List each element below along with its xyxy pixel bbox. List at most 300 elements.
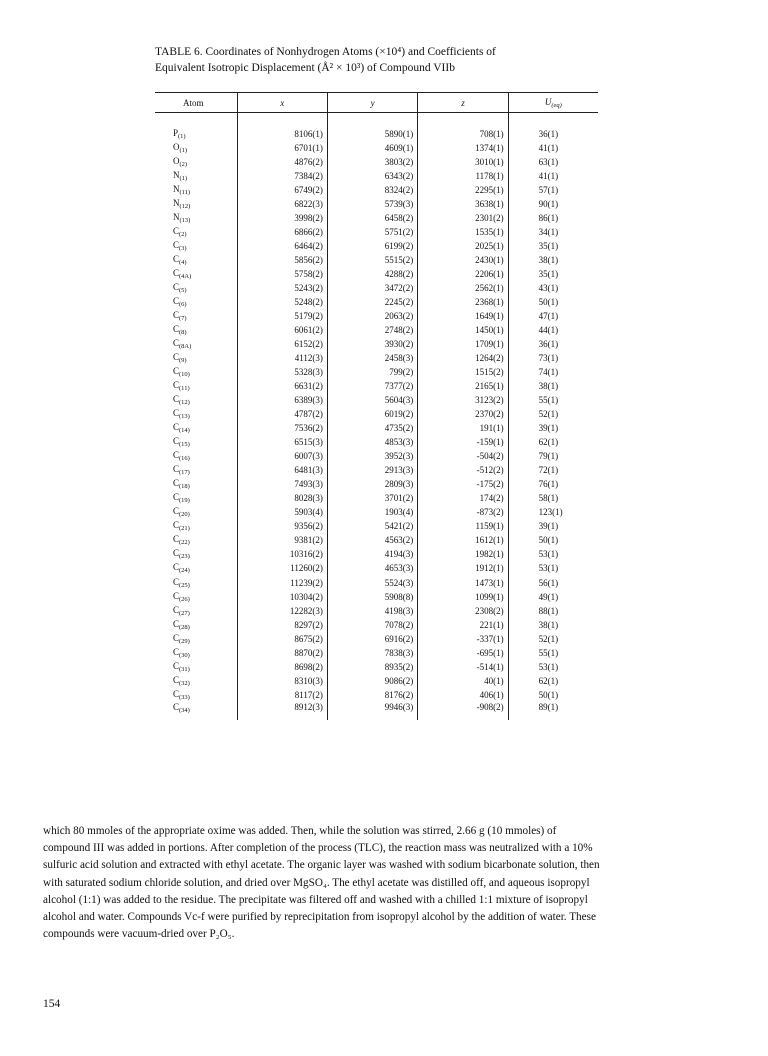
- y-cell: 5515(2): [327, 253, 417, 267]
- y-cell: 2748(2): [327, 323, 417, 337]
- atom-cell: [155, 379, 237, 393]
- table-row: [155, 505, 598, 519]
- atom-index: (13): [179, 216, 191, 224]
- z-cell: 1264(2): [418, 351, 508, 365]
- header-ueq-label: U: [544, 96, 552, 107]
- ueq-cell: 35(1): [508, 267, 598, 281]
- atom-index: (12): [179, 202, 191, 210]
- table-row: [155, 519, 598, 533]
- z-cell: -337(1): [418, 632, 508, 646]
- x-cell: 5243(2): [237, 281, 327, 295]
- atom-cell: [155, 239, 237, 253]
- header-x: [237, 93, 327, 113]
- ueq-cell: 53(1): [508, 561, 598, 575]
- table-body: [155, 113, 598, 720]
- x-cell: 6631(2): [237, 379, 327, 393]
- atom-cell: [155, 688, 237, 702]
- table-row: [155, 632, 598, 646]
- atom-cell: [155, 365, 237, 379]
- y-cell: 5751(2): [327, 225, 417, 239]
- atom-symbol: C: [173, 618, 180, 629]
- atom-cell: [155, 646, 237, 660]
- table-row: [155, 477, 598, 491]
- atom-index: (10): [179, 371, 190, 379]
- atom-index: (14): [179, 427, 190, 435]
- atom-symbol: C: [173, 225, 180, 236]
- atom-cell: [155, 435, 237, 449]
- ueq-cell: 58(1): [508, 491, 598, 505]
- atom-symbol: C: [173, 323, 180, 334]
- ueq-cell: 41(1): [508, 141, 598, 155]
- coordinates-table: [155, 92, 598, 720]
- atom-index: (4): [179, 258, 187, 266]
- x-cell: 11239(2): [237, 576, 327, 590]
- table-row: [155, 660, 598, 674]
- atom-symbol: N: [173, 211, 180, 222]
- atom-symbol: C: [173, 674, 180, 685]
- table-row: [155, 351, 598, 365]
- atom-index: (8A): [179, 342, 192, 350]
- atom-index: (7): [179, 314, 187, 322]
- x-cell: 8912(3): [237, 702, 327, 720]
- y-cell: 5890(1): [327, 127, 417, 141]
- atom-cell: [155, 674, 237, 688]
- z-cell: -159(1): [418, 435, 508, 449]
- atom-symbol: N: [173, 169, 180, 180]
- y-cell: 6199(2): [327, 239, 417, 253]
- ueq-cell: 63(1): [508, 155, 598, 169]
- atom-cell: [155, 547, 237, 561]
- atom-index: (3): [179, 244, 187, 252]
- x-cell: 6515(3): [237, 435, 327, 449]
- y-cell: 7377(2): [327, 379, 417, 393]
- atom-index: (31): [179, 665, 190, 673]
- x-cell: 5179(2): [237, 309, 327, 323]
- x-cell: 6701(1): [237, 141, 327, 155]
- atom-symbol: C: [173, 478, 180, 489]
- atom-index: (16): [179, 455, 190, 463]
- ueq-cell: 88(1): [508, 604, 598, 618]
- y-cell: 8176(2): [327, 688, 417, 702]
- atom-cell: [155, 309, 237, 323]
- atom-cell: [155, 295, 237, 309]
- atom-index: (2): [179, 160, 188, 168]
- atom-symbol: C: [173, 422, 180, 433]
- table-row: [155, 183, 598, 197]
- atom-cell: [155, 407, 237, 421]
- body-line-3: sulfuric acid solution and extracted with ethyl acetate. The organic layer was washed with sodium bicarbonate solution, then: [43, 859, 600, 872]
- atom-cell: [155, 141, 237, 155]
- atom-symbol: C: [173, 408, 180, 419]
- y-cell: 9946(3): [327, 702, 417, 720]
- atom-index: (27): [179, 609, 190, 617]
- ueq-cell: 56(1): [508, 576, 598, 590]
- atom-symbol: C: [173, 548, 180, 559]
- ueq-cell: 47(1): [508, 309, 598, 323]
- x-cell: 6061(2): [237, 323, 327, 337]
- ueq-cell: 43(1): [508, 281, 598, 295]
- atom-cell: [155, 618, 237, 632]
- atom-index: (25): [179, 581, 190, 589]
- x-cell: 8870(2): [237, 646, 327, 660]
- x-cell: 7493(3): [237, 477, 327, 491]
- ueq-cell: 34(1): [508, 225, 598, 239]
- x-cell: 8310(3): [237, 674, 327, 688]
- x-cell: 5758(2): [237, 267, 327, 281]
- atom-symbol: C: [173, 366, 180, 377]
- atom-cell: [155, 632, 237, 646]
- atom-index: (11): [179, 385, 190, 393]
- atom-symbol: C: [173, 337, 180, 348]
- table-row: [155, 547, 598, 561]
- x-cell: 6389(3): [237, 393, 327, 407]
- x-cell: 8675(2): [237, 632, 327, 646]
- atom-symbol: C: [173, 267, 180, 278]
- atom-cell: [155, 702, 237, 720]
- table-row: [155, 281, 598, 295]
- atom-symbol: C: [173, 562, 180, 573]
- y-cell: 4563(2): [327, 533, 417, 547]
- z-cell: 40(1): [418, 674, 508, 688]
- z-cell: -504(2): [418, 449, 508, 463]
- atom-symbol: N: [173, 183, 180, 194]
- x-cell: 5248(2): [237, 295, 327, 309]
- x-cell: 4787(2): [237, 407, 327, 421]
- atom-symbol: C: [173, 281, 180, 292]
- y-cell: 5908(8): [327, 590, 417, 604]
- y-cell: 3803(2): [327, 155, 417, 169]
- atom-symbol: C: [173, 506, 180, 517]
- atom-index: (21): [179, 525, 190, 533]
- atom-cell: [155, 155, 237, 169]
- x-cell: 8117(2): [237, 688, 327, 702]
- atom-index: (17): [179, 469, 190, 477]
- x-cell: 12282(3): [237, 604, 327, 618]
- table-row: [155, 674, 598, 688]
- table-row: [155, 618, 598, 632]
- x-cell: 4876(2): [237, 155, 327, 169]
- body-line-6: alcohol and water. Compounds Vc-f were purified by reprecipitation from isopropyl alcohol by the addition of water. These: [43, 911, 596, 924]
- atom-cell: [155, 281, 237, 295]
- x-cell: 11260(2): [237, 561, 327, 575]
- z-cell: 1159(1): [418, 519, 508, 533]
- atom-symbol: C: [173, 576, 180, 587]
- x-cell: 5856(2): [237, 253, 327, 267]
- y-cell: 5524(3): [327, 576, 417, 590]
- atom-cell: [155, 267, 237, 281]
- table-row: [155, 688, 598, 702]
- atom-cell: [155, 519, 237, 533]
- ueq-cell: 76(1): [508, 477, 598, 491]
- ueq-cell: 62(1): [508, 674, 598, 688]
- y-cell: 2245(2): [327, 295, 417, 309]
- atom-index: (34): [179, 706, 190, 714]
- atom-symbol: C: [173, 464, 180, 475]
- atom-index: (26): [179, 595, 190, 603]
- y-cell: 8324(2): [327, 183, 417, 197]
- ueq-cell: 36(1): [508, 337, 598, 351]
- z-cell: 174(2): [418, 491, 508, 505]
- atom-index: (2): [179, 230, 187, 238]
- atom-cell: [155, 576, 237, 590]
- y-cell: 4653(3): [327, 561, 417, 575]
- z-cell: -175(2): [418, 477, 508, 491]
- atom-symbol: C: [173, 450, 180, 461]
- atom-symbol: C: [173, 352, 180, 363]
- z-cell: 1535(1): [418, 225, 508, 239]
- x-cell: 5903(4): [237, 505, 327, 519]
- atom-symbol: C: [173, 520, 180, 531]
- z-cell: 3638(1): [418, 197, 508, 211]
- atom-cell: [155, 505, 237, 519]
- atom-index: (22): [179, 539, 190, 547]
- z-cell: -873(2): [418, 505, 508, 519]
- y-cell: 799(2): [327, 365, 417, 379]
- atom-index: (1): [179, 174, 188, 182]
- atom-cell: [155, 183, 237, 197]
- x-cell: 6749(2): [237, 183, 327, 197]
- atom-cell: [155, 169, 237, 183]
- atom-cell: [155, 127, 237, 141]
- atom-index: (20): [179, 511, 190, 519]
- atom-index: (30): [179, 651, 190, 659]
- y-cell: 4609(1): [327, 141, 417, 155]
- body-line-4: with saturated sodium chloride solution, and dried over MgSO₄. The ethyl acetate was distilled off, and aqueous isopropyl: [43, 876, 590, 889]
- z-cell: 2165(1): [418, 379, 508, 393]
- atom-symbol: C: [173, 239, 180, 250]
- atom-index: (12): [179, 399, 190, 407]
- table-row: [155, 337, 598, 351]
- y-cell: 7078(2): [327, 618, 417, 632]
- atom-symbol: O: [173, 141, 180, 152]
- ueq-cell: 50(1): [508, 533, 598, 547]
- z-cell: 2308(2): [418, 604, 508, 618]
- table-caption: [155, 44, 625, 76]
- y-cell: 4853(3): [327, 435, 417, 449]
- z-cell: 2025(1): [418, 239, 508, 253]
- z-cell: 1374(1): [418, 141, 508, 155]
- z-cell: 1099(1): [418, 590, 508, 604]
- x-cell: 6481(3): [237, 463, 327, 477]
- y-cell: 1903(4): [327, 505, 417, 519]
- table-row: [155, 421, 598, 435]
- body-paragraph: [43, 823, 733, 943]
- x-cell: 7536(2): [237, 421, 327, 435]
- table-row: [155, 561, 598, 575]
- atom-index: (8): [179, 328, 187, 336]
- atom-symbol: C: [173, 309, 180, 320]
- body-line-7: compounds were vacuum-dried over P₂O₅.: [43, 928, 235, 941]
- atom-symbol: O: [173, 155, 180, 166]
- y-cell: 6343(2): [327, 169, 417, 183]
- y-cell: 3472(2): [327, 281, 417, 295]
- atom-symbol: C: [173, 492, 180, 503]
- z-cell: 2206(1): [418, 267, 508, 281]
- atom-index: (15): [179, 441, 190, 449]
- table-row: [155, 463, 598, 477]
- atom-cell: [155, 253, 237, 267]
- y-cell: 5739(3): [327, 197, 417, 211]
- z-cell: 2368(1): [418, 295, 508, 309]
- x-cell: 8297(2): [237, 618, 327, 632]
- table-row: [155, 169, 598, 183]
- y-cell: 7838(3): [327, 646, 417, 660]
- atom-cell: [155, 533, 237, 547]
- table-row: [155, 253, 598, 267]
- x-cell: 9356(2): [237, 519, 327, 533]
- table-row: [155, 491, 598, 505]
- table-row: [155, 155, 598, 169]
- table-row: [155, 702, 598, 720]
- z-cell: 708(1): [418, 127, 508, 141]
- x-cell: 8698(2): [237, 660, 327, 674]
- ueq-cell: 44(1): [508, 323, 598, 337]
- table-row: [155, 323, 598, 337]
- ueq-cell: 123(1): [508, 505, 598, 519]
- z-cell: 1982(1): [418, 547, 508, 561]
- header-y-label: y: [370, 97, 375, 108]
- y-cell: 4198(3): [327, 604, 417, 618]
- z-cell: 2562(1): [418, 281, 508, 295]
- atom-index: (1): [178, 132, 186, 140]
- z-cell: -512(2): [418, 463, 508, 477]
- y-cell: 5604(3): [327, 393, 417, 407]
- atom-index: (32): [179, 679, 190, 687]
- x-cell: 8028(3): [237, 491, 327, 505]
- x-cell: 6464(2): [237, 239, 327, 253]
- x-cell: 7384(2): [237, 169, 327, 183]
- atom-symbol: C: [173, 590, 180, 601]
- atom-cell: [155, 491, 237, 505]
- header-ueq: [508, 93, 598, 113]
- ueq-cell: 73(1): [508, 351, 598, 365]
- ueq-cell: 62(1): [508, 435, 598, 449]
- z-cell: 1912(1): [418, 561, 508, 575]
- y-cell: 8935(2): [327, 660, 417, 674]
- ueq-cell: 41(1): [508, 169, 598, 183]
- table-row: [155, 197, 598, 211]
- z-cell: 2430(1): [418, 253, 508, 267]
- atom-cell: [155, 225, 237, 239]
- atom-index: (23): [179, 553, 190, 561]
- ueq-cell: 38(1): [508, 618, 598, 632]
- z-cell: 1473(1): [418, 576, 508, 590]
- atom-index: (4A): [179, 272, 192, 280]
- x-cell: 6007(3): [237, 449, 327, 463]
- y-cell: 2913(3): [327, 463, 417, 477]
- atom-cell: [155, 477, 237, 491]
- x-cell: 8106(1): [237, 127, 327, 141]
- y-cell: 3952(3): [327, 449, 417, 463]
- z-cell: 1178(1): [418, 169, 508, 183]
- ueq-cell: 38(1): [508, 379, 598, 393]
- header-z-label: z: [461, 97, 465, 108]
- atom-index: (11): [179, 188, 191, 196]
- atom-cell: [155, 590, 237, 604]
- atom-cell: [155, 463, 237, 477]
- atom-cell: [155, 604, 237, 618]
- ueq-cell: 38(1): [508, 253, 598, 267]
- y-cell: 3701(2): [327, 491, 417, 505]
- x-cell: 6152(2): [237, 337, 327, 351]
- table-header-row: [155, 93, 598, 113]
- y-cell: 9086(2): [327, 674, 417, 688]
- atom-symbol: C: [173, 632, 180, 643]
- atom-cell: [155, 449, 237, 463]
- x-cell: 6822(3): [237, 197, 327, 211]
- atom-symbol: C: [173, 604, 180, 615]
- x-cell: 3998(2): [237, 211, 327, 225]
- atom-symbol: C: [173, 295, 180, 306]
- ueq-cell: 35(1): [508, 239, 598, 253]
- caption-line-2: Equivalent Isotropic Displacement (Å² × 10³) of Compound VIIb: [155, 62, 455, 74]
- atom-cell: [155, 337, 237, 351]
- atom-index: (33): [179, 693, 190, 701]
- y-cell: 2063(2): [327, 309, 417, 323]
- atom-index: (24): [179, 567, 190, 575]
- table-row: [155, 533, 598, 547]
- z-cell: 1649(1): [418, 309, 508, 323]
- table-row: [155, 225, 598, 239]
- ueq-cell: 55(1): [508, 646, 598, 660]
- y-cell: 6458(2): [327, 211, 417, 225]
- ueq-cell: 39(1): [508, 421, 598, 435]
- table-row: [155, 309, 598, 323]
- z-cell: 1612(1): [418, 533, 508, 547]
- x-cell: 10304(2): [237, 590, 327, 604]
- ueq-cell: 36(1): [508, 127, 598, 141]
- atom-index: (29): [179, 637, 190, 645]
- ueq-cell: 52(1): [508, 407, 598, 421]
- atom-index: (28): [179, 623, 190, 631]
- header-ueq-subscript: (eq): [551, 101, 562, 109]
- y-cell: 2458(3): [327, 351, 417, 365]
- z-cell: 406(1): [418, 688, 508, 702]
- body-line-5: alcohol (1:1) was added to the residue. The precipitate was filtered off and washed with a chilled 1:1 mixture of isopropyl: [43, 893, 588, 906]
- x-cell: 6866(2): [237, 225, 327, 239]
- atom-cell: [155, 393, 237, 407]
- atom-symbol: C: [173, 380, 180, 391]
- z-cell: -908(2): [418, 702, 508, 720]
- ueq-cell: 72(1): [508, 463, 598, 477]
- table-row: [155, 267, 598, 281]
- table-row: [155, 379, 598, 393]
- table-row: [155, 590, 598, 604]
- atom-symbol: C: [173, 688, 180, 699]
- y-cell: 4288(2): [327, 267, 417, 281]
- header-z: [418, 93, 508, 113]
- z-cell: 1450(1): [418, 323, 508, 337]
- header-atom: Atom: [155, 93, 237, 113]
- atom-cell: [155, 351, 237, 365]
- atom-index: (5): [179, 286, 187, 294]
- atom-cell: [155, 561, 237, 575]
- ueq-cell: 74(1): [508, 365, 598, 379]
- page-number: 154: [43, 998, 61, 1010]
- table-row: [155, 239, 598, 253]
- y-cell: 4194(3): [327, 547, 417, 561]
- ueq-cell: 49(1): [508, 590, 598, 604]
- atom-symbol: N: [173, 197, 180, 208]
- z-cell: 191(1): [418, 421, 508, 435]
- header-x-label: x: [280, 97, 285, 108]
- table-row: [155, 576, 598, 590]
- table-row: [155, 435, 598, 449]
- y-cell: 2809(3): [327, 477, 417, 491]
- atom-symbol: C: [173, 646, 180, 657]
- atom-index: (6): [179, 300, 187, 308]
- x-cell: 9381(2): [237, 533, 327, 547]
